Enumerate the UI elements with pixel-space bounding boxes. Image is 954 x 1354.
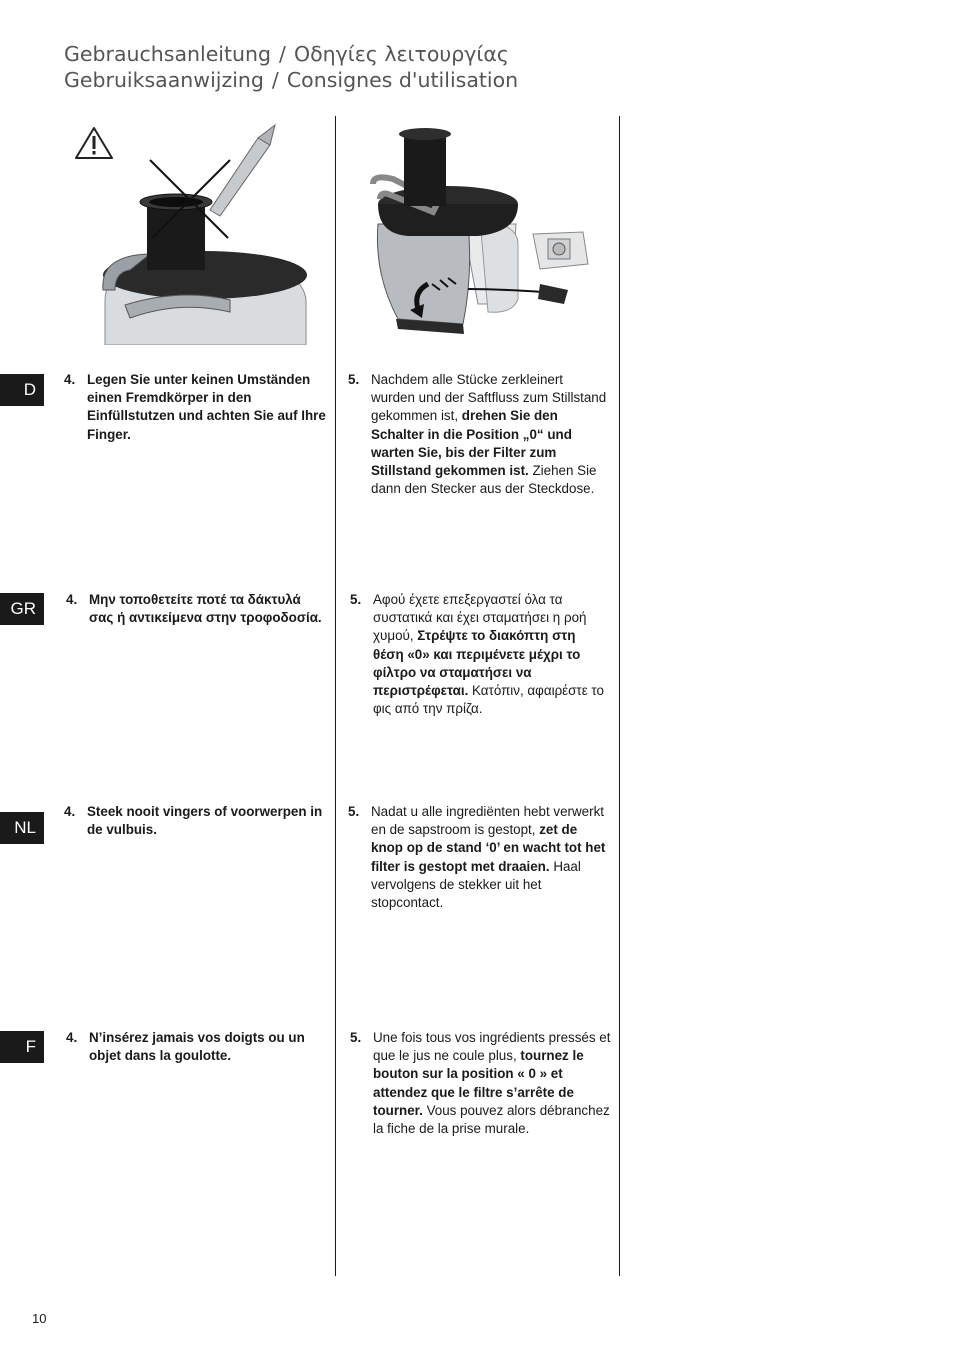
title-nl: Gebruiksaanwijzing	[64, 68, 264, 92]
fr-step-5	[350, 1029, 612, 1138]
step-number: 5.	[350, 592, 362, 607]
step-number: 4.	[64, 372, 76, 387]
step-number: 5.	[348, 372, 360, 387]
title-separator: /	[279, 42, 286, 66]
de-step-5	[348, 371, 610, 498]
figure-no-objects	[70, 120, 330, 345]
step-text: Nachdem alle Stücke zerkleinert wurden und der Saftfluss zum Stillstand gekommen ist, drehen Sie den Schalter in die Position „0“ und warten Sie, bis der Filter zum Stillstand gekommen ist. Ziehen Sie dann den Stecker aus der Steckdose.	[371, 372, 607, 497]
language-tab-d: D	[0, 374, 44, 406]
step-number: 4.	[66, 592, 78, 607]
step-text: N’insérez jamais vos doigts ou un objet dans la goulotte.	[89, 1030, 305, 1064]
de-step-4	[64, 371, 326, 444]
page-number: 10	[32, 1311, 47, 1326]
column-divider-right	[619, 116, 620, 1276]
step-text: Une fois tous vos ingrédients pressés et que le jus ne coule plus, tournez le bouton sur la position « 0 » et attendez que le filtre s’arrête de tourner. Vous pouvez alors débranchez la fiche de la prise murale.	[373, 1030, 611, 1137]
step-text: Steek nooit vingers of voorwerpen in de vulbuis.	[87, 804, 323, 838]
warning-icon	[76, 128, 112, 158]
language-tab-gr: GR	[0, 593, 44, 625]
title-line-1	[64, 42, 509, 66]
step-number: 5.	[350, 1030, 362, 1045]
step-text: Legen Sie unter keinen Umständen einen Fremdkörper in den Einfüllstutzen und achten Sie auf Ihre Finger.	[87, 372, 326, 442]
fr-step-4	[66, 1029, 324, 1065]
nl-step-5	[348, 803, 610, 912]
title-de: Gebrauchsanleitung	[64, 42, 272, 66]
title-gr: Οδηγίες λειτουργίας	[293, 42, 509, 66]
column-divider-left	[335, 116, 336, 1276]
figure-switch-off-unplug	[368, 124, 594, 336]
step-text: Μην τοποθετείτε ποτέ τα δάκτυλά σας ή αντικείμενα στην τροφοδοσία.	[89, 592, 322, 626]
language-tab-nl: NL	[0, 812, 44, 844]
language-tab-f: F	[0, 1031, 44, 1063]
title-line-2	[64, 68, 518, 92]
juicer-switch-off	[373, 128, 588, 334]
title-fr: Consignes d'utilisation	[286, 68, 519, 92]
step-number: 4.	[64, 804, 76, 819]
gr-step-5	[350, 591, 608, 718]
step-text: Αφού έχετε επεξεργαστεί όλα τα συστατικά και έχει σταματήσει η ροή χυμού, Στρέψτε το διακόπτη στη θέση «0» και περιμένετε μέχρι το φίλτρο να σταματήσει να περιστρέφεται. Κατόπιν, αφαιρέστε το φις από την πρίζα.	[373, 592, 604, 717]
nl-step-4	[64, 803, 326, 839]
step-number: 5.	[348, 804, 360, 819]
juicer-top-illustration	[103, 125, 307, 345]
gr-step-4	[66, 591, 328, 627]
title-separator: /	[271, 68, 279, 92]
step-text: Nadat u alle ingrediënten hebt verwerkt en de sapstroom is gestopt, zet de knop op de stand ‘0’ en wacht tot het filter is gestopt met draaien. Haal vervolgens de stekker uit het stopcontact.	[371, 804, 606, 911]
step-number: 4.	[66, 1030, 78, 1045]
